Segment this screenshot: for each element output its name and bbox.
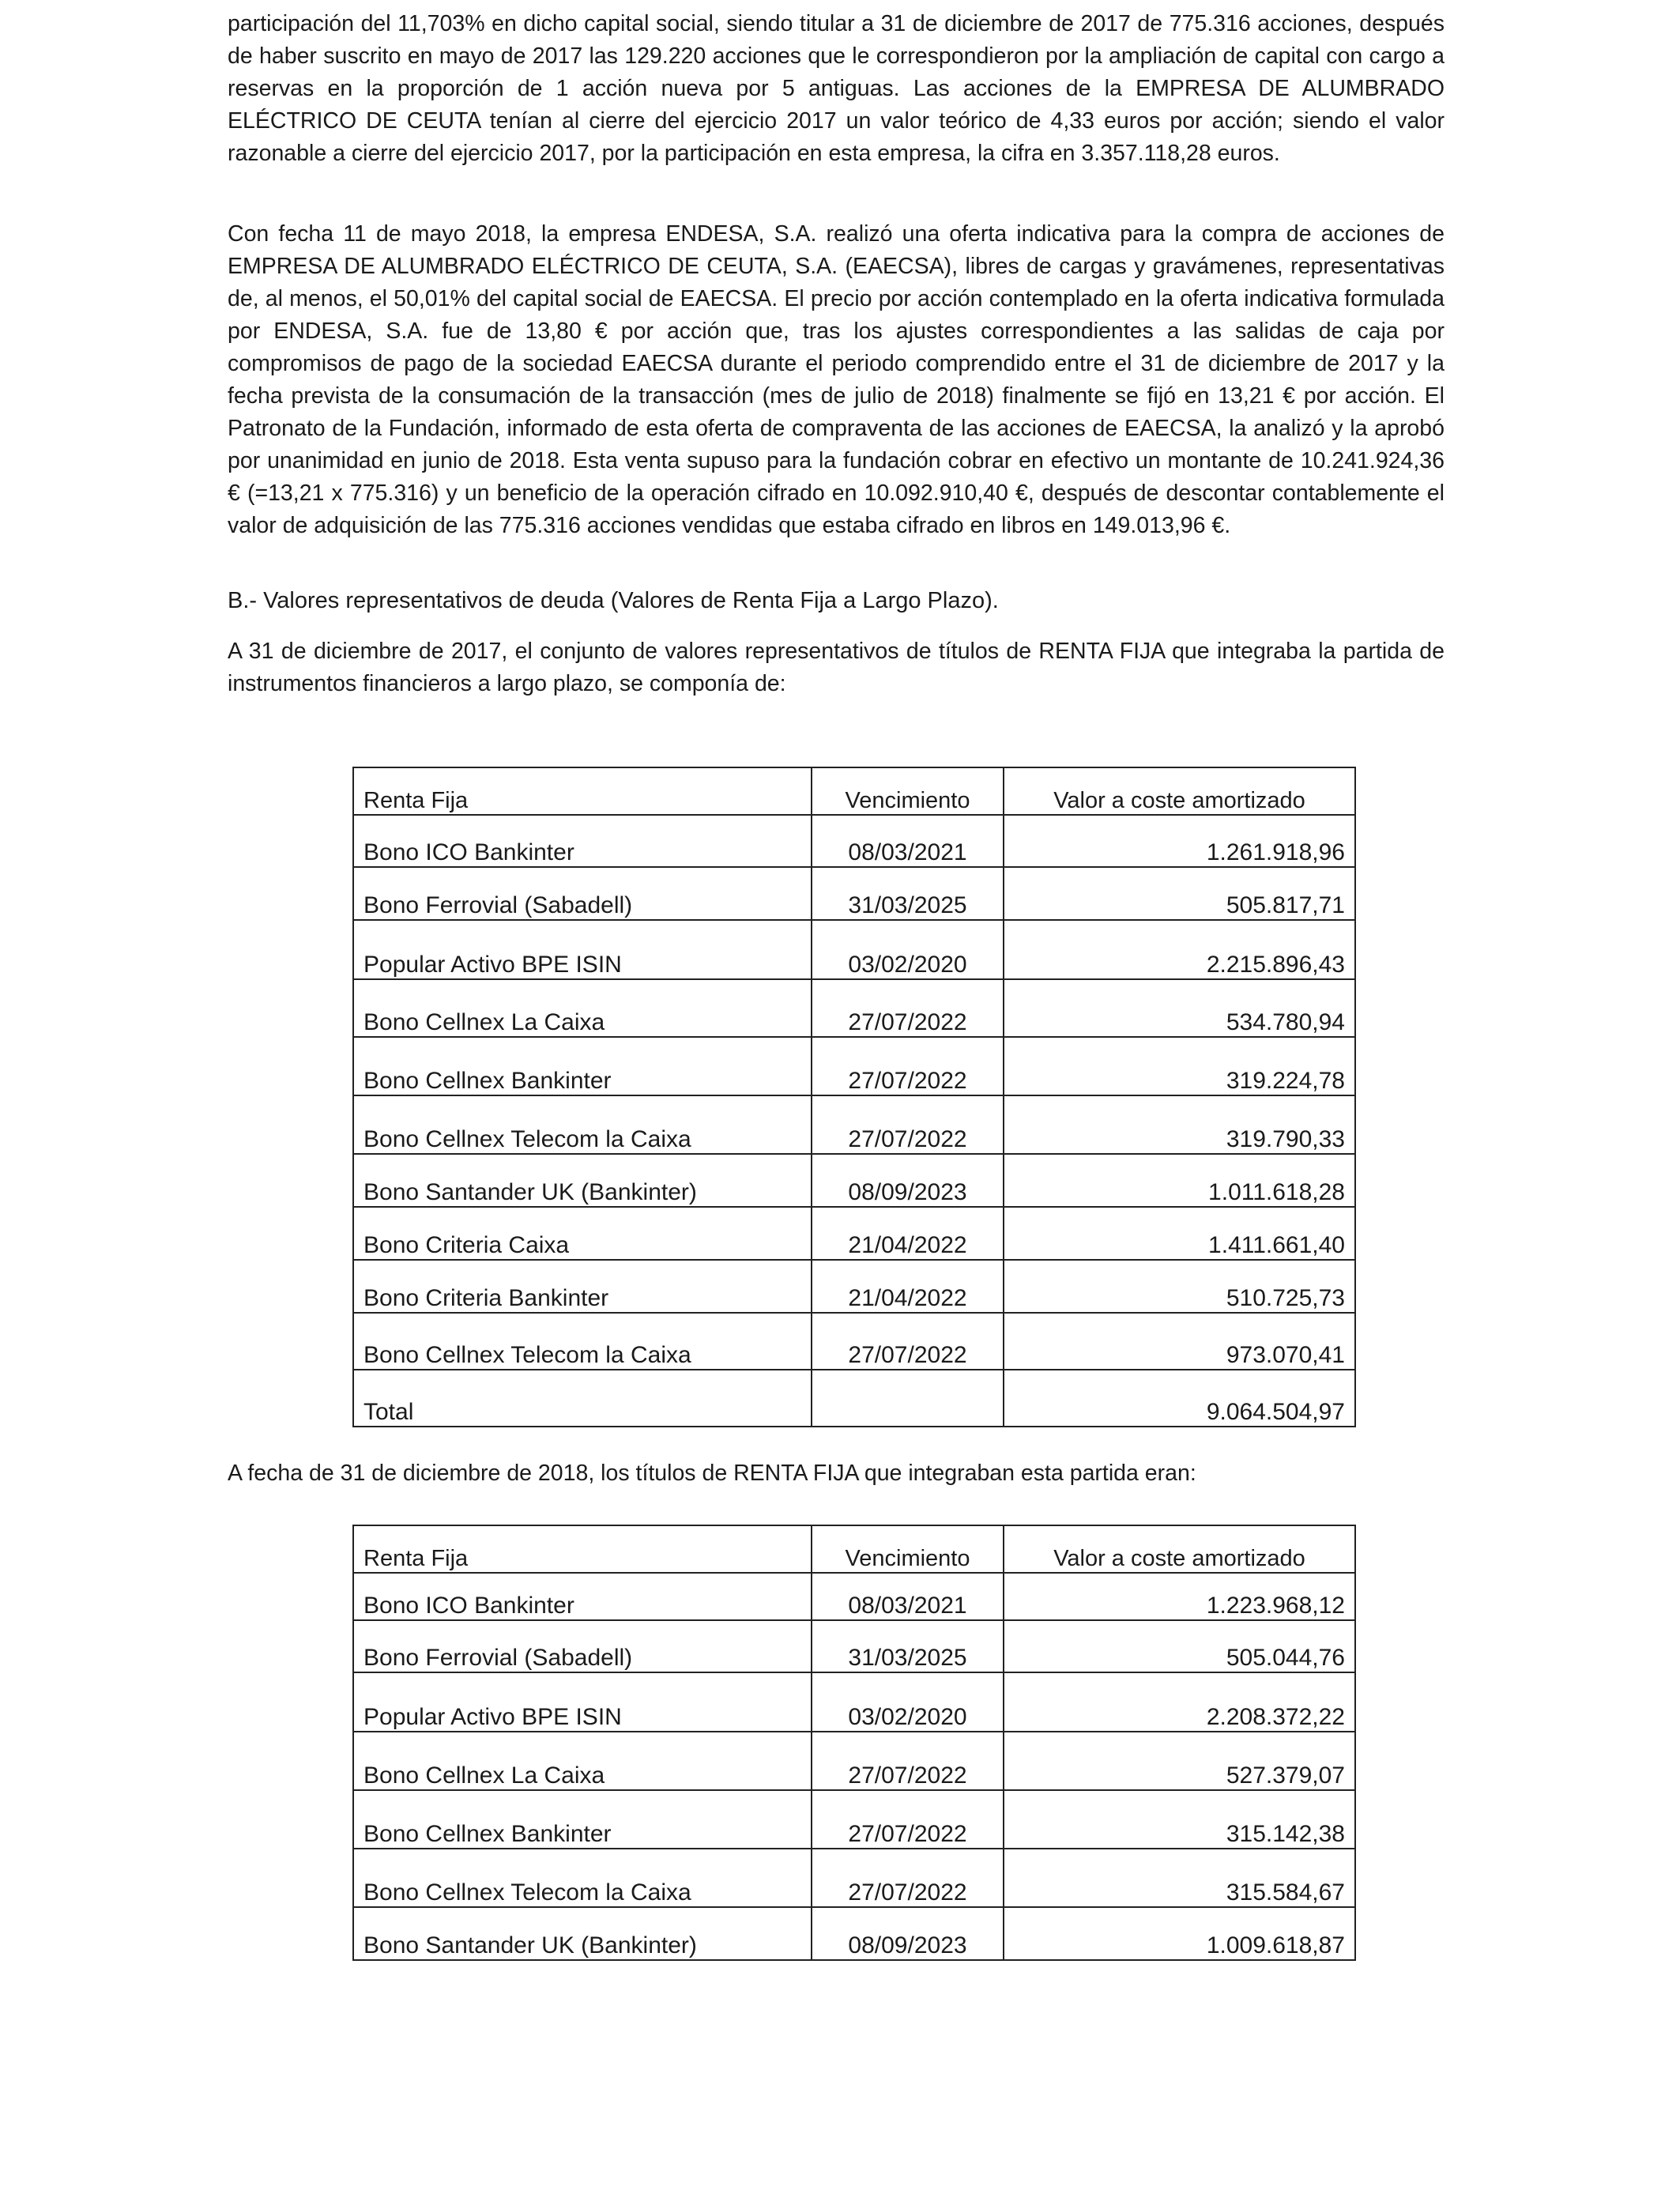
table-row [353,1207,1355,1260]
bond-name: Bono Santander UK (Bankinter) [353,1154,812,1207]
maturity-date: 03/02/2020 [812,1672,1004,1732]
amortized-value: 510.725,73 [1004,1260,1355,1313]
table-row [353,920,1355,979]
bond-name: Bono Cellnex Telecom la Caixa [353,1095,812,1154]
amortized-value: 505.817,71 [1004,867,1355,920]
table-row [353,1095,1355,1154]
table-row [353,1260,1355,1313]
column-header-valor: Valor a coste amortizado [1004,1525,1355,1573]
maturity-date: 31/03/2025 [812,1620,1004,1672]
maturity-date: 27/07/2022 [812,1732,1004,1790]
table-row [353,1732,1355,1790]
amortized-value: 973.070,41 [1004,1313,1355,1370]
table-header-row [353,767,1355,815]
amortized-value: 315.142,38 [1004,1790,1355,1849]
paragraph-2017-intro: A 31 de diciembre de 2017, el conjunto de valores representativos de títulos de RENTA FIJA que integraba la partida de instrumentos financieros a largo plazo, se componía de: [228,639,1445,696]
renta-fija-table-2017 [352,767,1356,1427]
table-row [353,1154,1355,1207]
maturity-date: 21/04/2022 [812,1207,1004,1260]
bond-name: Bono ICO Bankinter [353,1573,812,1620]
table-row [353,815,1355,867]
total-value: 9.064.504,97 [1004,1370,1355,1427]
table-row [353,1790,1355,1849]
maturity-date: 27/07/2022 [812,1037,1004,1095]
maturity-date: 08/09/2023 [812,1907,1004,1960]
maturity-date: 21/04/2022 [812,1260,1004,1313]
bond-name: Bono ICO Bankinter [353,815,812,867]
table-row [353,1672,1355,1732]
bond-name: Bono Cellnex Telecom la Caixa [353,1313,812,1370]
bond-name: Bono Cellnex La Caixa [353,979,812,1037]
column-header-vencimiento: Vencimiento [812,767,1004,815]
amortized-value: 1.011.618,28 [1004,1154,1355,1207]
amortized-value: 1.009.618,87 [1004,1907,1355,1960]
table-row [353,1907,1355,1960]
section-heading-renta-fija: B.- Valores representativos de deuda (Valores de Renta Fija a Largo Plazo). [228,588,999,613]
amortized-value: 1.261.918,96 [1004,815,1355,867]
amortized-value: 2.208.372,22 [1004,1672,1355,1732]
maturity-date: 08/03/2021 [812,815,1004,867]
amortized-value: 1.411.661,40 [1004,1207,1355,1260]
bond-name: Bono Cellnex Telecom la Caixa [353,1849,812,1907]
amortized-value: 505.044,76 [1004,1620,1355,1672]
table-row [353,1849,1355,1907]
paragraph-endesa-offer: Con fecha 11 de mayo 2018, la empresa ENDESA, S.A. realizó una oferta indicativa para la compra de acciones de EMPRESA DE ALUMBRADO ELÉCTRICO DE CEUTA, S.A. (EAECSA), libres de cargas y gravámenes, representativas de, al menos, el 50,01% del capital social de EAECSA. El precio por acción contemplado en la oferta indicativa formulada por ENDESA, S.A. fue de 13,80 € por acción que, tras los ajustes correspondientes a las salidas de caja por compromisos de pago de la sociedad EAECSA durante el periodo comprendido entre el 31 de diciembre de 2017 y la fecha prevista de la consumación de la transacción (mes de julio de 2018) finalmente se fijó en 13,21 € por acción. El Patronato de la Fundación, informado de esta oferta de compraventa de las acciones de EAECSA, la analizó y la aprobó por unanimidad en junio de 2018. Esta venta supuso para la fundación cobrar en efectivo un montante de 10.241.924,36 € (=13,21 x 775.316) y un beneficio de la operación cifrado en 10.092.910,40 €, después de descontar contablemente el valor de adquisición de las 775.316 acciones vendidas que estaba cifrado en libros en 149.013,96 €. [228,221,1445,538]
maturity-date: 27/07/2022 [812,979,1004,1037]
table-row [353,1620,1355,1672]
maturity-date: 27/07/2022 [812,1849,1004,1907]
bond-name: Bono Santander UK (Bankinter) [353,1907,812,1960]
maturity-date: 27/07/2022 [812,1095,1004,1154]
column-header-vencimiento: Vencimiento [812,1525,1004,1573]
renta-fija-table-2018 [352,1525,1356,1961]
bond-name: Bono Ferrovial (Sabadell) [353,867,812,920]
maturity-date: 08/09/2023 [812,1154,1004,1207]
column-header-valor: Valor a coste amortizado [1004,767,1355,815]
bond-name: Bono Criteria Bankinter [353,1260,812,1313]
maturity-date: 27/07/2022 [812,1313,1004,1370]
column-header-renta-fija: Renta Fija [353,1525,812,1573]
bond-name: Bono Cellnex La Caixa [353,1732,812,1790]
bond-name: Popular Activo BPE ISIN [353,920,812,979]
table-header-row [353,1525,1355,1573]
amortized-value: 319.224,78 [1004,1037,1355,1095]
table-row [353,1313,1355,1370]
amortized-value: 319.790,33 [1004,1095,1355,1154]
bond-name: Bono Cellnex Bankinter [353,1790,812,1849]
bond-name: Popular Activo BPE ISIN [353,1672,812,1732]
amortized-value: 2.215.896,43 [1004,920,1355,979]
column-header-renta-fija: Renta Fija [353,767,812,815]
table-row [353,1037,1355,1095]
bond-name: Bono Cellnex Bankinter [353,1037,812,1095]
amortized-value: 534.780,94 [1004,979,1355,1037]
total-date-empty [812,1370,1004,1427]
maturity-date: 03/02/2020 [812,920,1004,979]
paragraph-2018-intro: A fecha de 31 de diciembre de 2018, los títulos de RENTA FIJA que integraban esta partida eran: [228,1461,1196,1486]
maturity-date: 27/07/2022 [812,1790,1004,1849]
bond-name: Bono Criteria Caixa [353,1207,812,1260]
maturity-date: 31/03/2025 [812,867,1004,920]
total-label: Total [353,1370,812,1427]
amortized-value: 315.584,67 [1004,1849,1355,1907]
bond-name: Bono Ferrovial (Sabadell) [353,1620,812,1672]
table-row [353,867,1355,920]
amortized-value: 527.379,07 [1004,1732,1355,1790]
maturity-date: 08/03/2021 [812,1573,1004,1620]
paragraph-eaecsa-participation: participación del 11,703% en dicho capital social, siendo titular a 31 de diciembre de 2017 de 775.316 acciones, después de haber suscrito en mayo de 2017 las 129.220 acciones que le correspondieron por la ampliación de capital con cargo a reservas en la proporción de 1 acción nueva por 5 antiguas. Las acciones de la EMPRESA DE ALUMBRADO ELÉCTRICO DE CEUTA tenían al cierre del ejercicio 2017 un valor teórico de 4,33 euros por acción; siendo el valor razonable a cierre del ejercicio 2017, por la participación en esta empresa, la cifra en 3.357.118,28 euros. [228,11,1445,166]
amortized-value: 1.223.968,12 [1004,1573,1355,1620]
table-row [353,1573,1355,1620]
table-row [353,979,1355,1037]
table-total-row [353,1370,1355,1427]
